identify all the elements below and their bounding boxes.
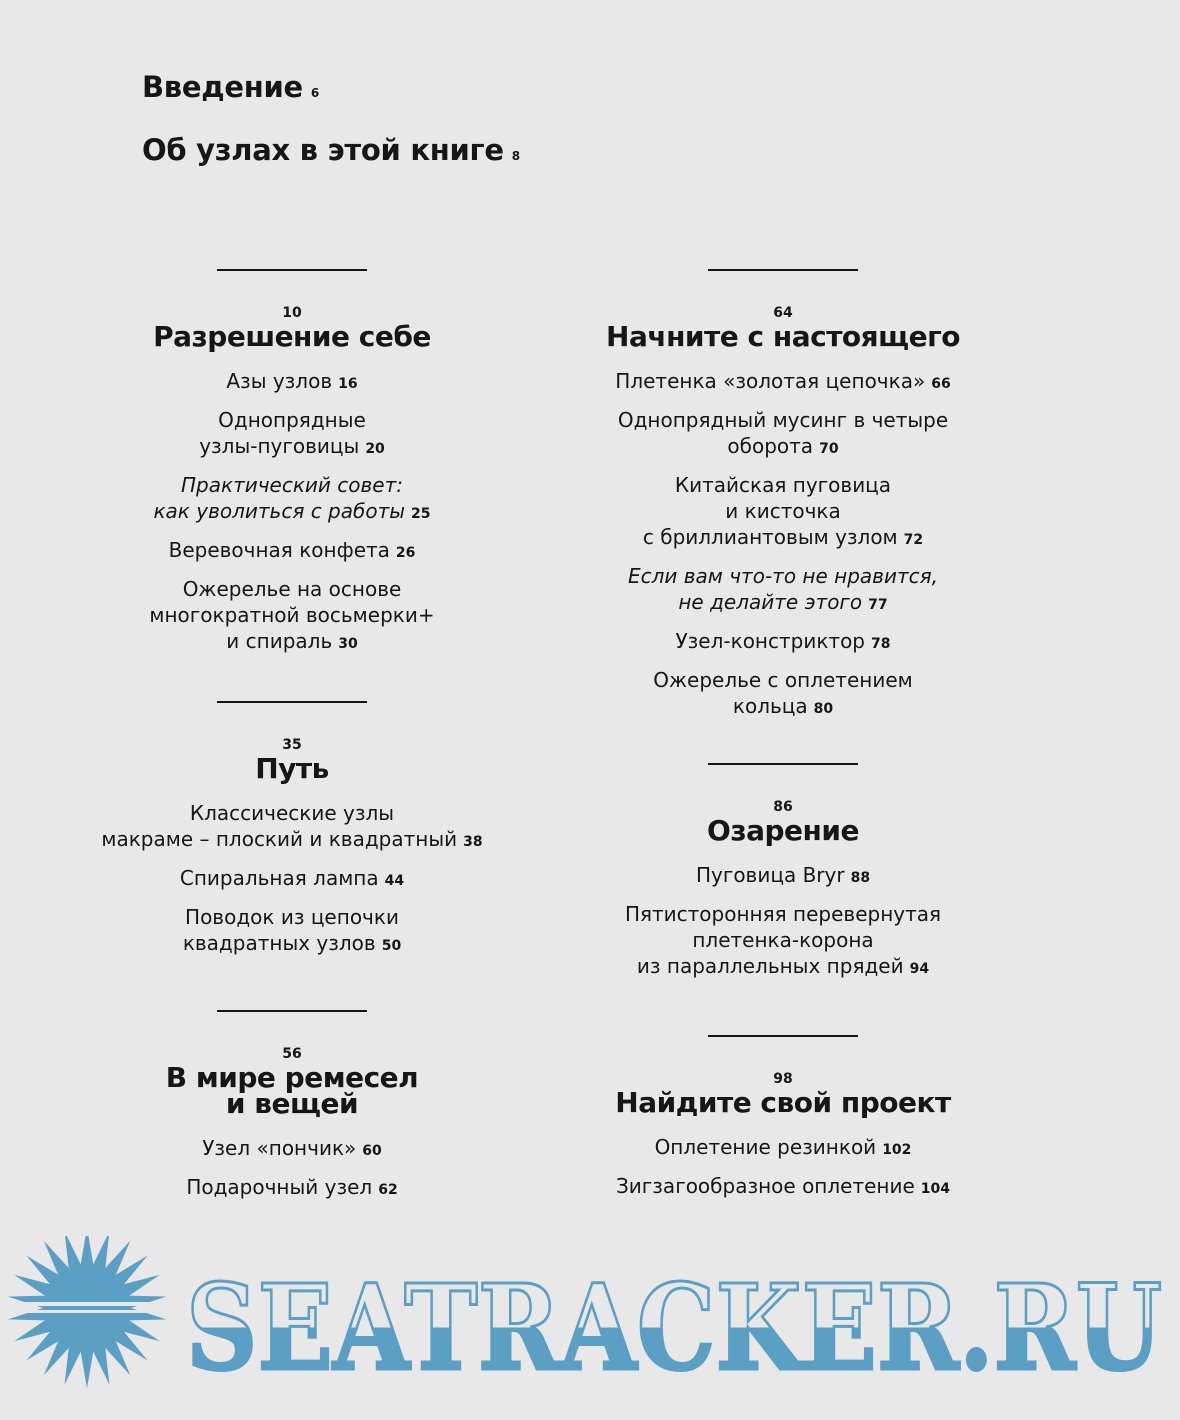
section-page-number: 98 bbox=[773, 1071, 793, 1087]
toc-item bbox=[42, 904, 542, 959]
section-title: Озарение bbox=[707, 814, 859, 847]
item-page-number: 88 bbox=[850, 870, 871, 886]
item-page-number: 38 bbox=[463, 834, 483, 850]
item-title: Ожерелье на основе многократной восьмерки+ и спираль bbox=[149, 577, 435, 653]
item-title: Зигзагообразное оплетение bbox=[615, 1174, 915, 1198]
toc-section bbox=[533, 1035, 1033, 1212]
item-page-number: 102 bbox=[882, 1142, 912, 1158]
toc-item bbox=[533, 1173, 1033, 1202]
section-page-number: 56 bbox=[282, 1046, 302, 1062]
section-items bbox=[533, 1134, 1033, 1202]
item-title: Поводок из цепочки квадратных узлов bbox=[182, 905, 399, 955]
item-title: Если вам что-то не нравится, не делайте этого bbox=[627, 564, 938, 614]
item-title: Спиральная лампа bbox=[179, 866, 379, 890]
toc-entry-introduction bbox=[142, 70, 319, 104]
toc-item bbox=[42, 472, 542, 527]
section-page-number: 64 bbox=[773, 305, 793, 321]
toc-item bbox=[42, 537, 542, 566]
toc-item bbox=[42, 368, 542, 397]
toc-item bbox=[533, 667, 1033, 722]
item-page-number: 16 bbox=[338, 376, 358, 392]
item-title: Азы узлов bbox=[226, 369, 333, 393]
toc-section bbox=[42, 701, 542, 969]
toc-item bbox=[533, 563, 1033, 618]
item-title: Пятисторонняя перевернутая плетенка-корона из параллельных прядей bbox=[624, 902, 942, 978]
watermark bbox=[0, 1236, 1180, 1416]
section-items bbox=[533, 368, 1033, 722]
toc-section bbox=[533, 763, 1033, 992]
item-page-number: 26 bbox=[395, 545, 416, 561]
toc-item bbox=[533, 901, 1033, 982]
section-title: Найдите свой проект bbox=[615, 1086, 951, 1119]
item-title: Ожерелье с оплетением кольца bbox=[653, 668, 913, 718]
toc-section bbox=[42, 269, 542, 667]
item-title: Узел «пончик» bbox=[202, 1136, 357, 1160]
item-page-number: 25 bbox=[411, 506, 431, 522]
toc-item bbox=[533, 407, 1033, 462]
entry-title: Об узлах в этой книге bbox=[142, 133, 504, 167]
toc-item bbox=[533, 862, 1033, 891]
section-title: Путь bbox=[255, 752, 329, 785]
section-title: Начните с настоящего bbox=[606, 320, 960, 353]
watermark-text: SEATRACKER.RU bbox=[186, 1258, 1162, 1397]
toc-item bbox=[42, 1174, 542, 1203]
toc-item bbox=[42, 1135, 542, 1164]
item-page-number: 20 bbox=[365, 441, 385, 457]
toc-section bbox=[42, 1010, 542, 1213]
toc-section bbox=[533, 269, 1033, 732]
section-divider bbox=[217, 269, 367, 271]
item-page-number: 30 bbox=[338, 636, 358, 652]
section-divider bbox=[217, 1010, 367, 1012]
item-page-number: 72 bbox=[903, 532, 924, 548]
section-items bbox=[533, 862, 1033, 982]
section-divider bbox=[708, 269, 858, 271]
item-title: Однопрядный мусинг в четыре оборота bbox=[617, 408, 949, 458]
item-title: Плетенка «золотая цепочка» bbox=[615, 369, 926, 393]
item-page-number: 77 bbox=[868, 597, 888, 613]
entry-title: Введение bbox=[142, 70, 303, 104]
toc-item bbox=[42, 865, 542, 894]
item-title: Подарочный узел bbox=[186, 1175, 373, 1199]
section-page-number: 35 bbox=[282, 737, 302, 753]
item-page-number: 44 bbox=[384, 873, 405, 889]
section-items bbox=[42, 1135, 542, 1203]
item-title: Китайская пуговица и кисточка с бриллиантовым узлом bbox=[642, 473, 898, 549]
sun-logo-icon bbox=[0, 1236, 175, 1388]
section-items bbox=[42, 368, 542, 657]
item-title: Узел-констриктор bbox=[675, 629, 866, 653]
toc-item bbox=[42, 800, 542, 855]
item-page-number: 60 bbox=[362, 1143, 382, 1159]
section-page-number: 86 bbox=[773, 799, 793, 815]
toc-item bbox=[533, 368, 1033, 397]
section-title: В мире ремесел и вещей bbox=[165, 1061, 419, 1120]
item-page-number: 66 bbox=[931, 376, 951, 392]
section-page-number: 10 bbox=[282, 305, 302, 321]
watermark-graphic bbox=[0, 1236, 1180, 1416]
section-divider bbox=[217, 701, 367, 703]
section-divider bbox=[708, 1035, 858, 1037]
item-title: Практический совет: как уволиться с работы bbox=[153, 473, 406, 523]
item-title: Классические узлы макраме – плоский и квадратный bbox=[101, 801, 458, 851]
toc-entry-about-knots bbox=[142, 133, 520, 167]
item-page-number: 62 bbox=[378, 1182, 398, 1198]
entry-page-number: 6 bbox=[310, 86, 319, 100]
toc-item bbox=[533, 472, 1033, 553]
toc-item bbox=[42, 407, 542, 462]
item-page-number: 70 bbox=[819, 441, 839, 457]
section-title: Разрешение себе bbox=[153, 320, 431, 353]
section-items bbox=[42, 800, 542, 959]
item-page-number: 80 bbox=[813, 701, 834, 717]
section-divider bbox=[708, 763, 858, 765]
item-title: Веревочная конфета bbox=[168, 538, 390, 562]
toc-item bbox=[533, 628, 1033, 657]
toc-item bbox=[42, 576, 542, 657]
item-title: Пуговица Bryr bbox=[695, 863, 845, 887]
item-page-number: 94 bbox=[909, 961, 930, 977]
item-title: Оплетение резинкой bbox=[654, 1135, 877, 1159]
item-page-number: 78 bbox=[871, 636, 891, 652]
item-page-number: 50 bbox=[381, 938, 402, 954]
toc-item bbox=[533, 1134, 1033, 1163]
item-title: Однопрядные узлы-пуговицы bbox=[199, 408, 366, 458]
item-page-number: 104 bbox=[920, 1181, 951, 1197]
entry-page-number: 8 bbox=[511, 149, 520, 163]
